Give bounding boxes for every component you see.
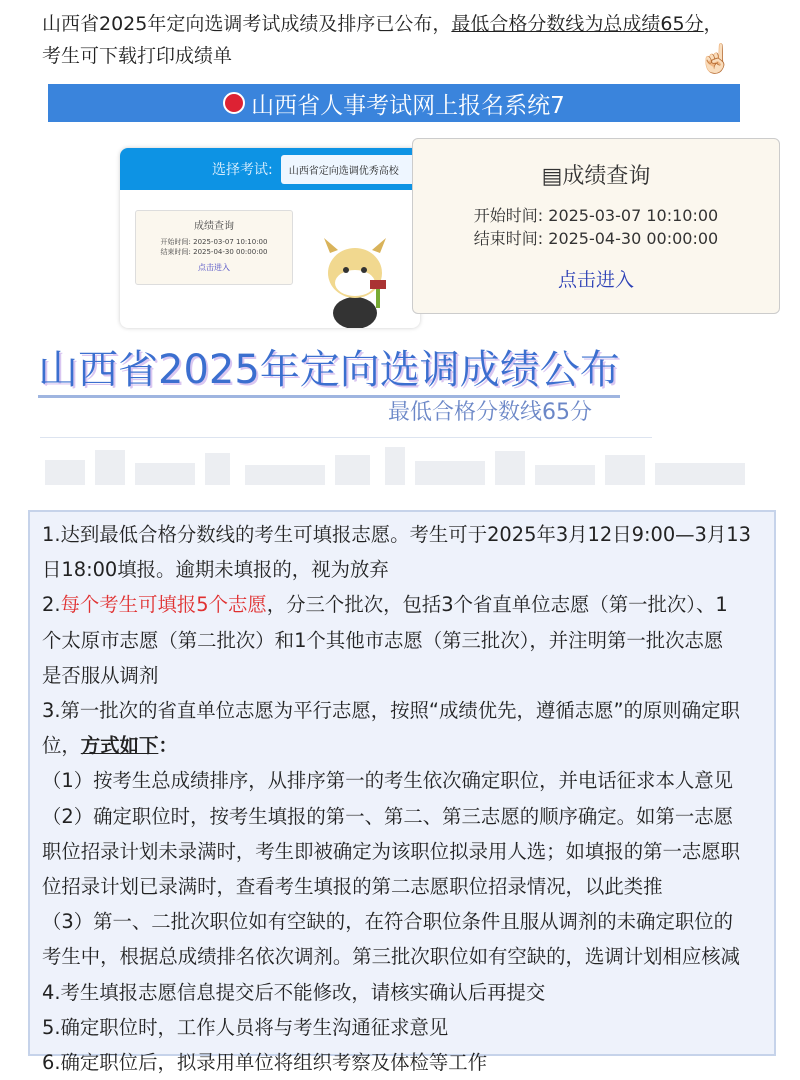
card-title: ▤成绩查询	[541, 164, 651, 189]
divider	[40, 437, 652, 438]
note-bold: 方式如下	[80, 734, 159, 758]
mini-end: 结束时间: 2025-04-30 00:00:00	[160, 248, 268, 256]
exam-select[interactable]: 山西省定向选调优秀高校	[281, 155, 420, 184]
intro-text	[42, 8, 762, 72]
score-query-card	[412, 138, 780, 314]
intro-part: ，	[703, 13, 723, 35]
note-line: 4.考生填报志愿信息提交后不能修改，请核实确认后再提交	[42, 980, 546, 1004]
note-line: 职位招录计划未录满时，考生即被确定为该职位拟录用人选；如填报的第一志愿职	[42, 839, 741, 863]
mini-enter-link[interactable]: 点击进入	[198, 263, 230, 272]
note-text: ，分三个批次，包括3个省直单位志愿（第一批次）、1	[266, 593, 728, 617]
mini-score-card	[135, 210, 293, 285]
intro-line: 考生可下载打印成绩单	[42, 45, 233, 67]
note-highlight: 每个考生可填报5个志愿	[60, 593, 267, 617]
logo-icon	[223, 92, 245, 114]
mini-start: 开始时间: 2025-03-07 10:10:00	[160, 238, 268, 246]
system-screenshot	[120, 148, 420, 328]
note-line: （3）第一、二批次职位如有空缺的，在符合职位条件且服从调剂的未确定职位的	[42, 910, 734, 934]
note-number: 2.	[42, 593, 61, 617]
system-banner	[48, 84, 740, 122]
skyline-decoration-icon	[45, 445, 745, 485]
banner-title: 山西省人事考试网上报名系统7	[251, 92, 565, 119]
note-line: 3.第一批次的省直单位志愿为平行志愿，按照“成绩优先，遵循志愿”的原则确定职	[42, 699, 740, 723]
intro-highlight: 最低合格分数线为总成绩65分	[451, 13, 704, 35]
note-line: （2）确定职位时，按考生填报的第一、第二、第三志愿的顺序确定。如第一志愿	[42, 804, 734, 828]
headline-title: 山西省2025年定向选调成绩公布	[38, 338, 620, 398]
note-line: 是否服从调剂	[42, 663, 159, 687]
select-label: 选择考试:	[212, 162, 273, 178]
start-time: 开始时间: 2025-03-07 10:10:00	[473, 206, 719, 225]
note-line: 位招录计划已录满时，查看考生填报的第二志愿职位招录情况，以此类推	[42, 875, 663, 899]
note-line: 考生中，根据总成绩排名依次调剂。第三批次职位如有空缺的，选调计划相应核减	[42, 945, 741, 969]
enter-link[interactable]: 点击进入	[557, 269, 634, 291]
headline-subtitle: 最低合格分数线65分	[388, 400, 592, 425]
note-line: 5.确定职位时，工作人员将与考生沟通征求意见	[42, 1015, 449, 1039]
note-line: （1）按考生总成绩排序，从排序第一的考生依次确定职位，并电话征求本人意见	[42, 769, 734, 793]
cow-mascot-icon	[310, 228, 400, 328]
card-title-text: 成绩查询	[562, 164, 651, 189]
note-line: 1.达到最低合格分数线的考生可填报志愿。考生可于2025年3月12日9:00—3月13	[42, 523, 751, 546]
pointing-finger-icon: ☝🏻	[698, 42, 733, 75]
notes-box	[28, 510, 776, 1075]
note-line	[42, 728, 762, 763]
end-time: 结束时间: 2025-04-30 00:00:00	[473, 229, 719, 248]
mini-title: 成绩查询	[194, 221, 234, 232]
note-line	[42, 587, 762, 622]
note-line: 6.确定职位后，拟录用单位将组织考察及体检等工作	[42, 1051, 488, 1075]
note-line: 个太原市志愿（第二批次）和1个其他市志愿（第三批次），并注明第一批次志愿	[42, 628, 724, 652]
intro-part: 山西省2025年定向选调考试成绩及排序已公布，	[42, 13, 452, 35]
note-text: 位，	[42, 734, 81, 758]
note-colon: ：	[158, 734, 178, 758]
note-line: 日18:00填报。逾期未填报的，视为放弃	[42, 558, 389, 582]
